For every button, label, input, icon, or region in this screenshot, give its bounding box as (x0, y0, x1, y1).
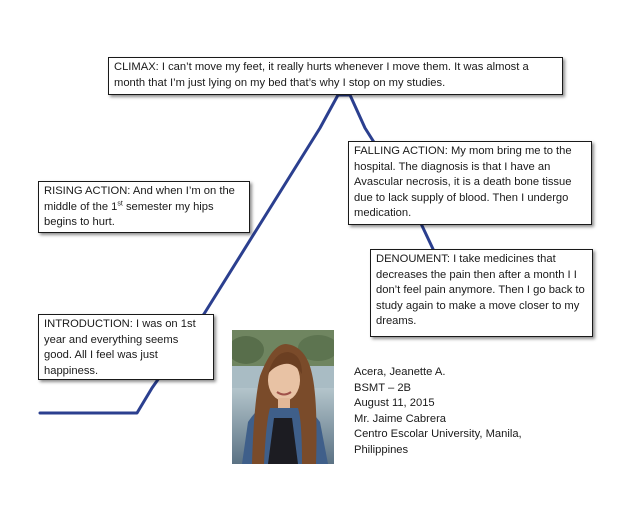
author-photo (232, 330, 334, 464)
author-portrait-image (232, 330, 334, 464)
climax-box (108, 57, 563, 95)
falling-action-box (348, 141, 592, 225)
author-info (354, 365, 522, 459)
falling-action-text: FALLING ACTION: My mom bring me to the hospital. The diagnosis is that I have an Avascular necrosis, it is a death bone tissue due to lack supply of blood. Then I undergo medication. (354, 145, 572, 220)
rising-action-box (38, 181, 250, 233)
rising-action-superscript: st (117, 199, 123, 207)
author-school: Centro Escolar University, Manila, (354, 428, 522, 441)
introduction-box (38, 314, 214, 380)
author-instructor: Mr. Jaime Cabrera (354, 412, 447, 425)
introduction-text: INTRODUCTION: I was on 1st year and everything seems good. All I feel was just happiness. (44, 318, 196, 377)
denouement-text: DENOUMENT: I take medicines that decreases the pain then after a month I I don’t feel pain anymore. Then I go back to study again to make a move closer to my dreams. (376, 253, 585, 328)
climax-text: CLIMAX: I can’t move my feet, it really hurts whenever I move them. It was almost a month that I’m just lying on my bed that’s why I stop on my studies. (114, 61, 529, 89)
author-name: Acera, Jeanette A. (354, 366, 446, 378)
rising-action-text-end: semester my hips begins to hurt. (44, 200, 214, 229)
author-school-country: Philippines (354, 443, 409, 456)
denouement-box (370, 249, 593, 337)
author-date: August 11, 2015 (354, 397, 435, 410)
author-program: BSMT – 2B (354, 381, 411, 394)
rising-action-text: RISING ACTION: And when I’m on the middle of the 1 (44, 185, 235, 213)
